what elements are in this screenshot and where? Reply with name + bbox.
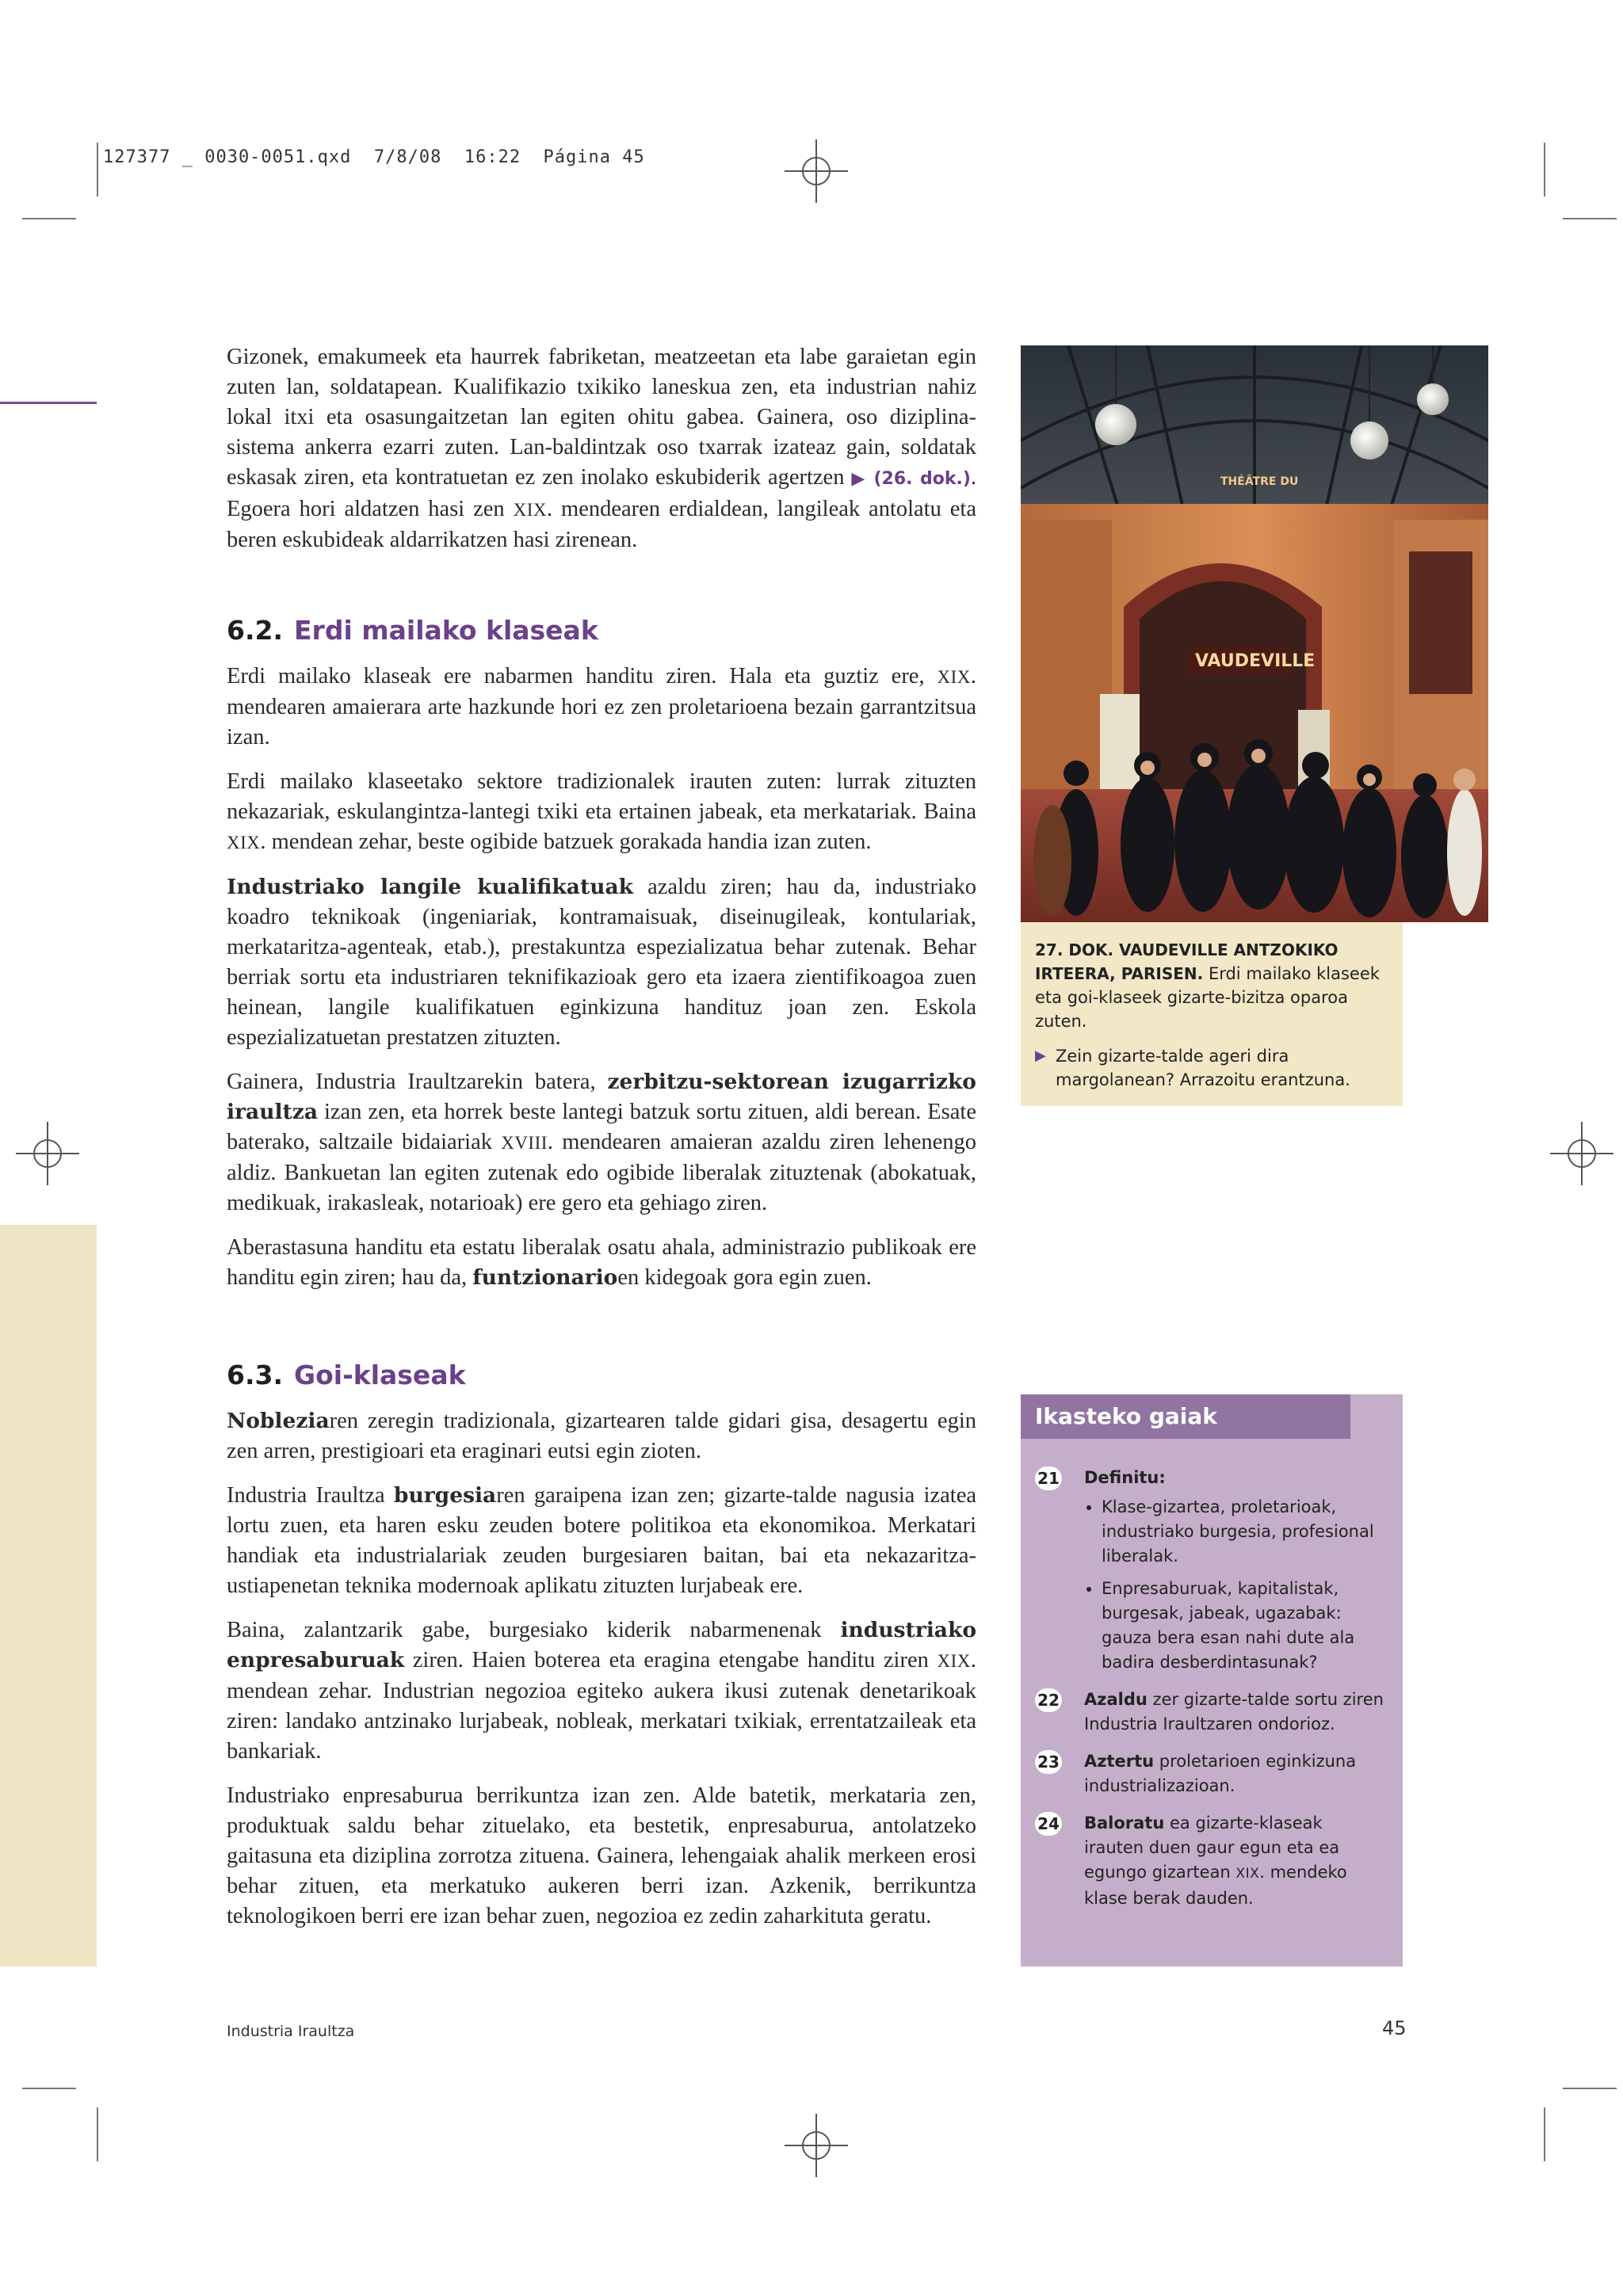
paragraph: Industriako langile kualifikatuak azaldu ziren; hau da, industriako koadro teknikoak (ingeniariak, kontramaisuak, diseinugileak, kontulariak, merkataritza-agenteak, etab.), prestakuntza espezializatua behar zutenak. Behar berriak sortu eta industriaren teknifikazioak gero eta izaera zientifikoagoa zuen heinean, langile kualifikatuen eginkizuna handituz joan zen. Eskola espezializatuetan prestatzen zituzten. <box>227 875 977 1050</box>
crop-mark <box>97 2107 98 2161</box>
item-number-badge: 23 <box>1035 1750 1062 1774</box>
item-number-badge: 21 <box>1035 1466 1062 1490</box>
paragraph: Aberastasuna handitu eta estatu liberalak osatu ahala, administrazio publikoak ere handitu egin ziren; hau da, funtzionarioen kidegoak gora egin zuen. <box>227 1235 976 1290</box>
crop-mark <box>1544 2107 1545 2161</box>
print-slug: 127377 _ 0030-0051.qxd 7/8/08 16:22 Página 45 <box>103 147 645 167</box>
crop-mark <box>97 143 98 196</box>
study-item: 22 Azaldu zer gizarte-talde sortu ziren Industria Iraultzaren ondorioz. <box>1035 1688 1384 1737</box>
paragraph: Erdi mailako klaseetako sektore tradizionalek irauten zuten: lurrak zituzten nekazariak, eskulangintza-lantegi txiki eta ertainen jabeak, eta merkatariak. Baina XIX. mendean zehar, beste ogibide batzuek gorakada handia izan zuten. <box>227 769 976 854</box>
item-number-badge: 22 <box>1035 1688 1062 1712</box>
document-reference-link[interactable]: ▶ (26. dok.) <box>851 469 971 489</box>
crop-mark <box>1563 2088 1617 2089</box>
study-item: 23 Aztertu proletarioen eginkizuna industrializazioan. <box>1035 1749 1384 1798</box>
registration-mark-icon <box>785 139 848 203</box>
registration-mark-icon <box>16 1122 79 1185</box>
intro-paragraph: Gizonek, emakumeek eta haurrek fabriketan, meatzeetan eta labe garaietan egin zuten lan, soldatapean. Kualifikazio txikiko laneskua zen, eta industrian nahiz lokal itxi eta osasungaitzetan lan egiten ohitu gabea. Gainera, oso diziplina-sistema ankerra ezarri zuten. Lan-baldintzak oso txarrak izateaz gain, soldatak eskasak ziren, eta kontratuetan ez zen inolako eskubiderik agertzen ▶ (26. dok.). Egoera hori aldatzen hasi zen XIX. mendearen erdialdean, langileak antolatu eta beren eskubideak aldarrikatzen hasi zirenean. <box>227 345 977 552</box>
figure-caption <box>1021 922 1403 1106</box>
list-item: • Klase-gizartea, proletarioak, industriako burgesia, profesional liberalak. <box>1102 1495 1384 1569</box>
item-number-badge: 24 <box>1035 1812 1062 1836</box>
caption-text: 27. DOK. VAUDEVILLE ANTZOKIKO IRTEERA, PARISEN. Erdi mailako klaseek eta goi-klaseek gizarte-bizitza oparoa zuten. <box>1035 940 1380 1031</box>
intro-section <box>227 342 976 570</box>
study-topics-box <box>1021 1394 1403 1966</box>
crop-mark <box>1563 218 1617 219</box>
section-heading: 6.3. Goi-klaseak <box>227 1360 466 1390</box>
registration-mark-icon <box>1550 1122 1613 1185</box>
crop-mark <box>22 2088 76 2089</box>
section-heading: 6.2. Erdi mailako klaseak <box>227 615 598 646</box>
section-6-2 <box>227 615 976 1307</box>
paragraph: Industria Iraultza burgesiaren garaipena izan zen; gizarte-talde nagusia izatea lortu zuen, eta haren esku zeuden botere politikoa eta ekonomikoa. Merkatari handiak eta industrialariak zeuden burgesiaren baitan, bai eta nekazaritza-ustiapenetan teknika modernoak aplikatu zituzten lurjabeak ere. <box>227 1483 976 1598</box>
vaudeville-painting <box>1021 345 1488 922</box>
theatre-sign: VAUDEVILLE <box>1195 651 1316 671</box>
page-number: 45 <box>1382 2017 1407 2039</box>
definition-list <box>1084 1495 1384 1675</box>
crop-mark <box>22 218 76 219</box>
running-footer: Industria Iraultza <box>227 2023 355 2040</box>
section-6-3 <box>227 1360 976 1946</box>
paragraph: Nobleziaren zeregin tradizionala, gizartearen talde gidari gisa, desagertu egin zen arren, prestigioari eta eraginari eutsi egin zioten. <box>227 1409 976 1463</box>
caption-question: ▶ Zein gizarte-talde ageri dira margolanean? Arrazoitu erantzuna. <box>1035 1044 1388 1092</box>
paragraph: Baina, zalantzarik gabe, burgesiako kiderik nabarmenenak industriako enpresaburuak ziren. Haien boterea eta eragina etengabe handitu ziren XIX. mendean zehar. Industrian negozioa egiteko aukera ikusi zutenak denetarikoak ziren: landako antzinako lurjabeak, nobleak, merkatari txikiak, errentatzaileak eta bankariak. <box>227 1618 976 1764</box>
crop-mark <box>1544 143 1545 196</box>
paragraph: Industriako enpresaburua berrikuntza izan zen. Alde batetik, merkataria zen, produktuak saldu behar zituelako, eta bestetik, enpresaburua, antolatzeko gaitasuna eta diziplina zorrotza zituena. Gainera, lehengaiak ahalik merkeen erosi behar zituen, eta merkatuko aukeren berri izan. Azkenik, berrikuntza teknologikoen berri ere izan behar zuen, negozioa ez zedin zaharkituta geratu. <box>227 1783 976 1928</box>
margin-color-band <box>0 1225 97 1966</box>
theatre-sign-top: THÉÂTRE DU <box>1220 475 1299 488</box>
study-item: 21 Definitu: • Klase-gizartea, proletarioak, industriako burgesia, profesional liberalak. • Enpresaburuak, kapitalistak, burgesak, jabeak, ugazabak: gauza bera esan nahi dute ala badira desberdintasunak? <box>1035 1466 1384 1675</box>
study-box-title: Ikasteko gaiak <box>1021 1394 1350 1439</box>
paragraph: Gainera, Industria Iraultzarekin batera, zerbitzu-sektorean izugarrizko iraultza izan zen, eta horrek beste lantegi batzuk sortu zituen, aldi berean. Esate baterako, saltzaile bidaiariak XVIII. mendearen amaieran azaldu ziren lehenengo aldiz. Bankuetan lan egiten zutenak edo ogibide liberalak zituztenak (abokatuak, medikuak, irakasleak, notarioak) ere gero eta gehiago ziren. <box>227 1070 976 1215</box>
study-item: 24 Baloratu ea gizarte-klaseak irauten duen gaur egun eta ea egungo gizartean XIX. mendeko klase berak dauden. <box>1035 1811 1384 1911</box>
list-item: • Enpresaburuak, kapitalistak, burgesak, jabeak, ugazabak: gauza bera esan nahi dute ala badira desberdintasunak? <box>1102 1577 1384 1675</box>
registration-mark-icon <box>785 2114 848 2177</box>
margin-accent-line <box>0 402 97 404</box>
study-items-list <box>1035 1466 1384 1924</box>
paragraph: Erdi mailako klaseak ere nabarmen handitu ziren. Hala eta guztiz ere, XIX. mendearen amaierara arte hazkunde hori ez zen proletarioena bezain garrantzitsua izan. <box>227 664 976 749</box>
